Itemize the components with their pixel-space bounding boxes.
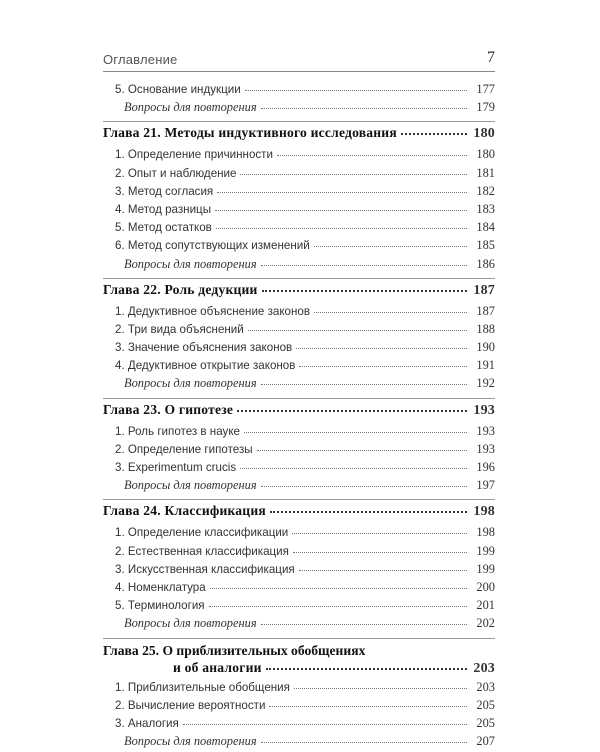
dot-leader — [216, 227, 467, 229]
toc-entry-page: 200 — [471, 580, 495, 595]
dot-leader — [401, 132, 467, 135]
dot-leader — [292, 532, 467, 534]
dot-leader — [209, 605, 467, 607]
chapter-block-21 — [103, 121, 495, 274]
toc-entry[interactable] — [103, 358, 495, 376]
dot-leader — [293, 551, 467, 553]
toc-entry[interactable] — [103, 238, 495, 256]
toc-entry-page: 180 — [471, 147, 495, 162]
toc-entry-label: 3. Искусственная классификация — [115, 563, 295, 576]
page-number: 7 — [487, 49, 495, 67]
toc-entry-page: 203 — [471, 680, 495, 695]
chapter-block-22 — [103, 278, 495, 395]
toc-entry-page: 199 — [471, 544, 495, 559]
toc-entry-label: 3. Аналогия — [115, 717, 179, 730]
dot-leader — [261, 741, 467, 743]
toc-entry-label: 2. Вычисление вероятности — [115, 699, 265, 712]
toc-entry-page: 205 — [471, 698, 495, 713]
toc-entry[interactable] — [103, 580, 495, 598]
toc-entry[interactable] — [103, 442, 495, 460]
chapter-page: 187 — [471, 283, 495, 299]
toc-entry[interactable] — [103, 525, 495, 543]
toc-entry[interactable] — [103, 340, 495, 358]
toc-entry-page: 202 — [471, 616, 495, 631]
dot-leader — [299, 365, 467, 367]
toc-entry[interactable] — [103, 680, 495, 698]
toc-entry-page: 199 — [471, 562, 495, 577]
toc-entry[interactable] — [103, 716, 495, 734]
toc-entry-label: Вопросы для повторения — [124, 376, 257, 391]
toc-entry-label: 1. Определение классификации — [115, 526, 288, 539]
dot-leader — [245, 89, 467, 91]
toc-review-entry[interactable] — [103, 257, 495, 275]
toc-review-entry[interactable] — [103, 376, 495, 394]
chapter-title: Глава 22. Роль дедукции — [103, 282, 258, 298]
dot-leader — [261, 264, 467, 266]
toc-continuation — [103, 82, 495, 118]
toc-entry[interactable] — [103, 424, 495, 442]
toc-entry-page: 186 — [471, 257, 495, 272]
toc-review-entry[interactable] — [103, 616, 495, 634]
dot-leader — [244, 431, 467, 433]
dot-leader — [217, 191, 467, 193]
chapter-title: Глава 21. Методы индуктивного исследования — [103, 125, 397, 141]
toc-entry-page: 179 — [471, 100, 495, 115]
dot-leader — [296, 347, 467, 349]
toc-entry-label: 5. Терминология — [115, 599, 205, 612]
toc-entry-label: Вопросы для повторения — [124, 616, 257, 631]
chapter-block-23 — [103, 398, 495, 497]
dot-leader — [314, 245, 467, 247]
toc-entry-page: 193 — [471, 442, 495, 457]
chapter-heading[interactable] — [103, 125, 495, 147]
toc-entry-page: 187 — [471, 304, 495, 319]
toc-entry-page: 188 — [471, 322, 495, 337]
table-of-contents — [103, 82, 495, 752]
toc-entry-page: 197 — [471, 478, 495, 493]
chapter-title-line2-row — [103, 660, 495, 680]
toc-entry[interactable] — [103, 460, 495, 478]
toc-entry-label: 3. Метод согласия — [115, 185, 213, 198]
dot-leader — [240, 467, 467, 469]
dot-leader — [261, 623, 467, 625]
toc-entry-label: 4. Метод разницы — [115, 203, 211, 216]
toc-entry-page: 183 — [471, 202, 495, 217]
toc-entry-page: 205 — [471, 716, 495, 731]
chapter-heading[interactable] — [103, 402, 495, 424]
toc-entry-label: 5. Основание индукции — [115, 83, 241, 96]
dot-leader — [215, 209, 467, 211]
toc-entry-label: 4. Дедуктивное открытие законов — [115, 359, 295, 372]
toc-entry-label: 2. Опыт и наблюдение — [115, 167, 236, 180]
toc-entry-label: Вопросы для повторения — [124, 100, 257, 115]
toc-review-entry[interactable] — [103, 100, 495, 118]
toc-entry-label: 5. Метод остатков — [115, 221, 212, 234]
toc-entry-page: 185 — [471, 238, 495, 253]
dot-leader — [237, 409, 467, 412]
dot-leader — [240, 173, 467, 175]
dot-leader — [294, 687, 467, 689]
toc-entry[interactable] — [103, 184, 495, 202]
dot-leader — [257, 449, 467, 451]
toc-entry-page: 192 — [471, 376, 495, 391]
dot-leader — [269, 705, 467, 707]
toc-entry[interactable] — [103, 202, 495, 220]
toc-entry-label: Вопросы для повторения — [124, 478, 257, 493]
toc-entry-page: 184 — [471, 220, 495, 235]
dot-leader — [314, 311, 467, 313]
toc-entry[interactable] — [103, 698, 495, 716]
toc-entry[interactable] — [103, 147, 495, 165]
toc-entry[interactable] — [103, 82, 495, 100]
running-header — [103, 49, 495, 72]
toc-entry-page: 196 — [471, 460, 495, 475]
toc-entry[interactable] — [103, 544, 495, 562]
dot-leader — [299, 569, 467, 571]
toc-entry-page: 193 — [471, 424, 495, 439]
dot-leader — [261, 107, 467, 109]
toc-entry-page: 181 — [471, 166, 495, 181]
running-header-title: Оглавление — [103, 52, 177, 67]
toc-entry-label: 1. Роль гипотез в науке — [115, 425, 240, 438]
toc-entry[interactable] — [103, 598, 495, 616]
toc-entry-label: Вопросы для повторения — [124, 734, 257, 749]
dot-leader — [261, 383, 467, 385]
dot-leader — [210, 587, 467, 589]
chapter-heading[interactable] — [103, 282, 495, 304]
dot-leader — [261, 485, 467, 487]
chapter-title-line1: Глава 25. О приблизительных обобщениях — [103, 642, 495, 660]
toc-entry-label: 3. Значение объяснения законов — [115, 341, 292, 354]
toc-entry-label: 1. Дедуктивное объяснение законов — [115, 305, 310, 318]
toc-entry-page: 191 — [471, 358, 495, 373]
toc-entry[interactable] — [103, 304, 495, 322]
toc-review-entry[interactable] — [103, 478, 495, 496]
chapter-title: Глава 23. О гипотезе — [103, 402, 233, 418]
dot-leader — [266, 667, 467, 670]
toc-entry-page: 201 — [471, 598, 495, 613]
chapter-page: 203 — [471, 661, 495, 677]
toc-entry-label: 2. Три вида объяснений — [115, 323, 244, 336]
toc-review-entry[interactable] — [103, 734, 495, 752]
chapter-title: Глава 24. Классификация — [103, 503, 266, 519]
toc-entry-label: 2. Естественная классификация — [115, 545, 289, 558]
dot-leader — [262, 289, 467, 292]
chapter-page: 193 — [471, 403, 495, 419]
toc-entry-page: 198 — [471, 525, 495, 540]
toc-entry-page: 190 — [471, 340, 495, 355]
toc-entry-label: 4. Номенклатура — [115, 581, 206, 594]
dot-leader — [248, 329, 467, 331]
chapter-heading[interactable] — [103, 642, 495, 680]
chapter-title-line2: и об аналогии — [103, 660, 262, 676]
dot-leader — [277, 154, 467, 156]
chapter-block-24 — [103, 499, 495, 634]
toc-entry-label: 3. Experimentum crucis — [115, 461, 236, 474]
toc-entry[interactable] — [103, 322, 495, 340]
chapter-heading[interactable] — [103, 503, 495, 525]
toc-entry-page: 182 — [471, 184, 495, 199]
toc-entry-label: 1. Определение причинности — [115, 148, 273, 161]
toc-entry-label: 6. Метод сопутствующих изменений — [115, 239, 310, 252]
toc-entry-label: 2. Определение гипотезы — [115, 443, 253, 456]
chapter-page: 198 — [471, 504, 495, 520]
toc-entry[interactable] — [103, 562, 495, 580]
chapter-page: 180 — [471, 126, 495, 142]
chapter-block-25 — [103, 638, 495, 752]
toc-entry-label: 1. Приблизительные обобщения — [115, 681, 290, 694]
toc-entry-page: 207 — [471, 734, 495, 749]
toc-entry-label: Вопросы для повторения — [124, 257, 257, 272]
toc-entry[interactable] — [103, 220, 495, 238]
dot-leader — [270, 510, 467, 513]
dot-leader — [183, 723, 467, 725]
toc-entry[interactable] — [103, 166, 495, 184]
toc-entry-page: 177 — [471, 82, 495, 97]
